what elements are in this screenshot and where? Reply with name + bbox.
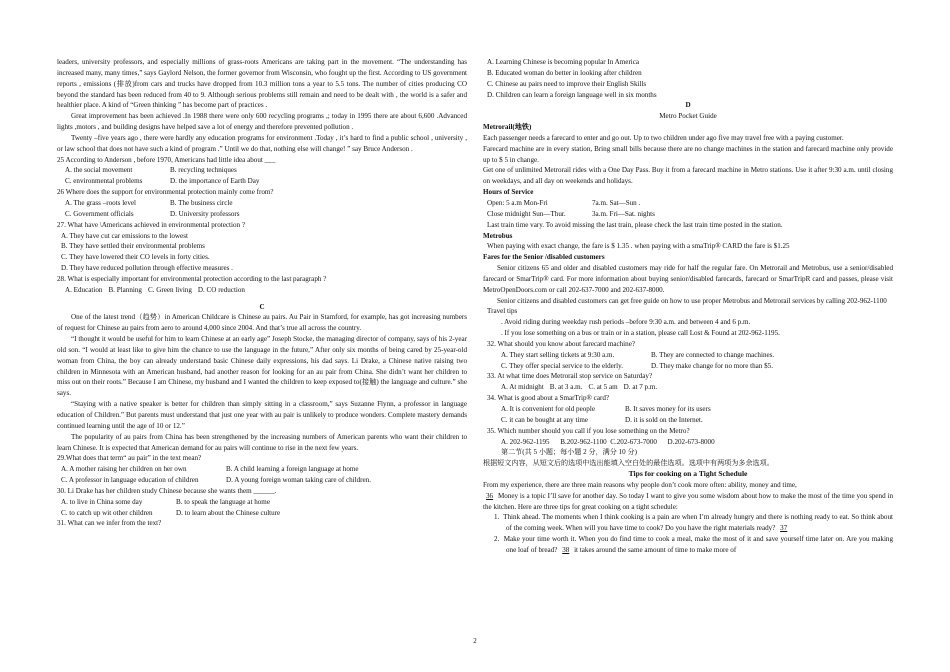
q34-option-c[interactable]: C. it can be bought at any time xyxy=(501,415,589,424)
passage-b-intro: leaders, university professors, and especially millions of grass-roots Americans are taking part in the movement. “The understanding has increased many, many times,” says Gaylord Nelson, the former governor from Wisconsin, who fought up the first. According to US government reports , emissions (排放)from cars and trucks have dropped from 10.3 million tons a year to 5.5 tons. The number of cities producing CO beyond the standard has been reduced from 40 to 9. Although serious problems still remain and need to be dealt with , the world is a safer and healthier place. A kind of “Green thinking ” has become part of practices . xyxy=(57,58,467,110)
q30-options-cd xyxy=(57,508,467,519)
q34-option-a[interactable]: A. It is convenient for old people xyxy=(501,405,595,413)
q26-option-a[interactable]: A. The grass –roots level xyxy=(65,198,136,207)
tips-p2 xyxy=(483,491,893,513)
q34-options-ab xyxy=(483,404,893,415)
q28-option-b[interactable]: B. Planning xyxy=(108,285,142,294)
tips-title: Tips for cooking on a Tight Schedule xyxy=(628,469,748,479)
q32-options-ab xyxy=(483,350,893,361)
q26-option-d[interactable]: D. University professors xyxy=(170,209,240,218)
question-33: 33. At what time does Metrorail stop service on Saturday? xyxy=(487,372,653,381)
q29-options-cd xyxy=(57,475,467,486)
q25-option-d[interactable]: D. the importance of Earth Day xyxy=(170,177,260,186)
q31-option-b[interactable]: B. Educated woman do better in looking after children xyxy=(487,68,642,77)
travel-tip-2: . If you lose something on a bus or train or in a station, please call Lost & Found at 202-962-1195. xyxy=(501,329,780,338)
q34-option-b[interactable]: B. It saves money for its users xyxy=(625,405,711,413)
q27-option-a[interactable]: A. They have cut car emissions to the lowest xyxy=(61,231,188,240)
question-32: 32. What should you know about farecard machine? xyxy=(487,339,636,348)
passage-c-p1: One of the latest trend（趋势）in American Childcare is Chinese au pairs. Au Pair in Stamford, for example, has got increasing numbers of request for Chinese au pairs from aero to around 4,000 since 2004. And that’s true all across the country. xyxy=(57,313,467,333)
tip-item-1-number: 1. xyxy=(494,513,500,522)
close-weekend: 3a.m. Fri—Sat. nights xyxy=(592,209,655,218)
question-35: 35. Which number should you call if you lose something on the Metro? xyxy=(487,426,690,435)
metrorail-p2: Farecard machine are in every station, Bring small bills because there are no change machines in the station and farecard machine only provide up to $ 5 in change. xyxy=(483,144,893,164)
fares-p1: Senior citizens 65 and older and disabled customers may ride for half the regular fare. On Metrorail and Metrobus, use a senior/disabled farecard or SmarTrip® card. For more information about buying senior/disabled farecards, farecard or SmarTripR card and passes, please visit MetroOpenDoors.com or call 202-637-7000 and 202-637-8000. xyxy=(483,264,893,294)
tip-item-2 xyxy=(483,534,893,556)
section-c-heading: C xyxy=(259,302,265,311)
q25-options-ab xyxy=(57,165,467,176)
metrobus-p1: When paying with exact change, the fare is $ 1.35 . when paying with a smaTrip® CARD the fare is $1.25 xyxy=(487,242,790,251)
q33-option-a[interactable]: A. At midnight xyxy=(501,383,544,392)
section-d-heading: D xyxy=(685,101,691,110)
q26-options-cd xyxy=(57,209,467,220)
passage-b-great: Great improvement has been achieved .In 1988 there were only 600 recycling programs ,; today in 1995 there are about 6,600 .Advanced lights ,motors , and building designs have helped save a lot of energy and therefore prevented pollution . xyxy=(57,112,467,132)
close-weekday: Close midnight Sun—Thur. xyxy=(487,209,566,218)
question-27: 27. What have \Americans achieved in environmental protection ? xyxy=(57,220,245,229)
question-30: 30. Li Drake has her children study Chinese because she wants them ______. xyxy=(57,486,277,495)
q31-option-a[interactable]: A. Learning Chinese is becoming popular In America xyxy=(487,58,640,66)
question-25: 25 According to Anderson , before 1970, Americans had little idea about ___ xyxy=(57,155,276,164)
question-34: 34. What is good about a SmarTrip® card? xyxy=(487,394,610,403)
left-column xyxy=(57,57,467,529)
q28-option-a[interactable]: A. Education xyxy=(65,285,103,294)
q29-option-b[interactable]: B. A child learning a foreign language at home xyxy=(226,465,359,474)
q25-option-a[interactable]: A. the social movement xyxy=(65,166,133,175)
q28-option-d[interactable]: D. CO reduction xyxy=(197,285,245,294)
q26-option-c[interactable]: C. Government officials xyxy=(65,209,134,218)
q28-options xyxy=(57,285,467,296)
passage-c-p4: The popularity of au pairs from China has been strengthened by the increasing numbers of American parents who want their children to learn Chinese. It is expected that American demand for au pairs will continue to rise in the next few years. xyxy=(57,432,467,452)
fares-p2: Senior citizens and disabled customers can get free guide on how to use proper Metrobus and Metrorail services by calling 202-962-1100 xyxy=(497,296,887,305)
metrorail-p1: Each passenger needs a farecard to enter and go out. Up to two children under ago five may travel free with a paying customer. xyxy=(483,133,844,142)
q29-option-c[interactable]: C. A professor in language education of children xyxy=(61,476,199,485)
right-column xyxy=(483,57,893,556)
metrorail-heading: Metrorail(地铁) xyxy=(483,123,532,132)
tip-item-1-text: Think ahead. The moments when I think cooking is a pain are when I’m already hungry and there is nothing ready to eat. So think about of the coming week. When will you have time to cook? Do you have the right materials ready? xyxy=(503,513,893,533)
q30-options-ab xyxy=(57,497,467,508)
passage-c-p3: “Staying with a native speaker is better for children than simply sitting in a classroom,” says Suzanne Flynn, a professor in language education of Children.” But parents must understand that just one year with au pair is unlikely to produce wonders. Complete mastery demands continued learning until the age of 10 or 12.” xyxy=(57,400,467,430)
q30-option-c[interactable]: C. to catch up wit other children xyxy=(61,508,153,517)
q31-option-d[interactable]: D. Children can learn a foreign language well in six months xyxy=(487,90,657,99)
open-hours xyxy=(483,198,893,209)
q32-option-a[interactable]: A. They start selling tickets at 9:30 a.m. xyxy=(501,350,615,359)
q29-option-a[interactable]: A. A mother raising her children on her own xyxy=(61,465,187,474)
q33-option-b[interactable]: B. at 3 a.m. xyxy=(549,383,583,392)
q35-options[interactable]: A. 202-962-1195 B.202-962-1100 C.202-673-7000 D.202-673-8000 xyxy=(501,437,715,446)
q34-options-cd xyxy=(483,415,893,426)
travel-tip-1: . Avoid riding during weekday rush periods –before 9:30 a.m. and between 4 and 6 p.m. xyxy=(501,318,751,327)
q33-option-c[interactable]: C. at 5 am xyxy=(588,383,618,392)
q26-option-b[interactable]: B. The business circle xyxy=(170,198,233,207)
q27-option-d[interactable]: D. They have reduced pollution through effective measures . xyxy=(61,264,233,273)
fares-heading: Fares for the Senior /disabled customers xyxy=(483,253,605,262)
q31-option-c[interactable]: C. Chinese au pairs need to improve their English Skills xyxy=(487,79,647,88)
q32-options-cd xyxy=(483,361,893,372)
tips-intro: From my experience, there are three main reasons why people don’t cook more often: ability, money and time, xyxy=(483,480,797,489)
question-26: 26 Where does the support for environmental protection mainly come from? xyxy=(57,188,274,197)
metrobus-heading: Metrobus xyxy=(483,231,513,240)
q28-option-c[interactable]: C. Green living xyxy=(147,285,192,294)
part-two-instructions: 根据短文内容，从短文后的选项中选出能填入空白处的最佳选项。选项中有两项为多余选项。 xyxy=(483,459,774,468)
q32-option-c[interactable]: C. They offer special service to the elderly. xyxy=(501,361,623,370)
guide-title: Metro Pocket Guide xyxy=(659,112,717,121)
q25-option-c[interactable]: C. environmental problems xyxy=(65,177,143,186)
q25-options-cd xyxy=(57,176,467,187)
q27-option-c[interactable]: C. They have lowered their CO levels in forty cities. xyxy=(61,253,210,262)
tips-p2-text: Money is a topic I’ll save for another day. So today I want to give you some wisdom about how to make the most of the time you spend in the kitchen. Here are three tips for great cooking on a tight schedule: xyxy=(483,491,893,511)
passage-c-p2: “I thought it would be useful for him to learn Chinese at an early age” Joseph Stocke, the managing director of company, says of his 2-year old son. “I would at least like to give him the chance to use the language in the future,” After only six months of being cared by 25-year-old woman from China, the boy can already understand basic Chinese daily expressions, his dad says. Li Drake, a Chinese native raising two children in Minnesota with an American husband, had another reason for looking for an au pair from China. She didn’t want her children to miss out on their roots.” Because I am Chinese, my husband and I wanted the children to keep exposed to(接触) the language and culture.” she says. xyxy=(57,335,467,398)
close-hours xyxy=(483,209,893,220)
q30-option-b[interactable]: B. to speak the language at home xyxy=(176,497,270,506)
q32-option-b[interactable]: B. They are connected to change machines. xyxy=(651,350,775,359)
part-two-heading: 第二节(共 5 小题；每小题 2 分，满分 10 分) xyxy=(501,448,637,457)
travel-tips-heading: Travel tips xyxy=(487,307,518,316)
page-number: 2 xyxy=(473,637,477,645)
tip-item-2-text-a: Make your time worth it. When you do find time to cook a meal, make the most of it and save yourself time later on. Are you making one loaf of bread? xyxy=(503,535,894,554)
q30-option-d[interactable]: D. to learn about the Chinese culture xyxy=(176,508,281,517)
metrorail-p3: Get one of unlimited Metrorail rides with a One Day Pass. Buy it from a farecard machine in Metro stations. Use it after 9:30 a.m. until closing on weekdays, and all day on weekends and holidays. xyxy=(483,166,893,186)
q29-option-d[interactable]: D. A young foreign woman taking care of children. xyxy=(226,476,371,485)
q33-options xyxy=(483,382,893,393)
blank-37[interactable]: 37 xyxy=(780,524,788,533)
hours-heading: Hours of Service xyxy=(483,188,534,197)
last-train-note: Last train time vary. To avoid missing the last train, please check the last train time posted in the station. xyxy=(487,220,783,229)
tip-item-2-text-b: it takes around the same amount of time to make more of xyxy=(574,545,737,554)
blank-38[interactable]: 38 xyxy=(562,545,570,554)
open-weekday: Open: 5 a.m Mon-Fri xyxy=(487,198,548,207)
tip-item-1 xyxy=(483,512,893,534)
question-29: 29.What does that term“ au pair” in the text mean? xyxy=(57,454,202,463)
q32-option-d[interactable]: D. They make change for no more than $5. xyxy=(651,361,773,370)
question-31: 31. What can we infer from the text? xyxy=(57,519,162,528)
open-weekend: 7a.m. Sat—Sun . xyxy=(592,198,641,207)
q29-options-ab xyxy=(57,464,467,475)
q27-option-b[interactable]: B. They have settled their environmental problems xyxy=(61,242,205,251)
q30-option-a[interactable]: A. to live in China some day xyxy=(61,497,143,506)
passage-b-twenty: Twenty –five years ago , there were hardly any education programs for environment .Today , it’s hard to find a public school , university , or law school that does not have such a kind of program .” Until we do that, nothing else will change! ” say Bruce Anderson . xyxy=(57,133,467,153)
blank-36[interactable]: 36 xyxy=(486,491,494,500)
q33-option-d[interactable]: D. at 7 p.m. xyxy=(623,383,658,392)
q26-options-ab xyxy=(57,198,467,209)
tip-item-2-number: 2. xyxy=(494,535,500,544)
q34-option-d[interactable]: D. it is sold on the Internet. xyxy=(625,415,703,424)
q25-option-b[interactable]: B. recycling techniques xyxy=(170,166,237,175)
question-28: 28. What is especially important for environmental protection according to the last paragraph ? xyxy=(57,274,327,283)
